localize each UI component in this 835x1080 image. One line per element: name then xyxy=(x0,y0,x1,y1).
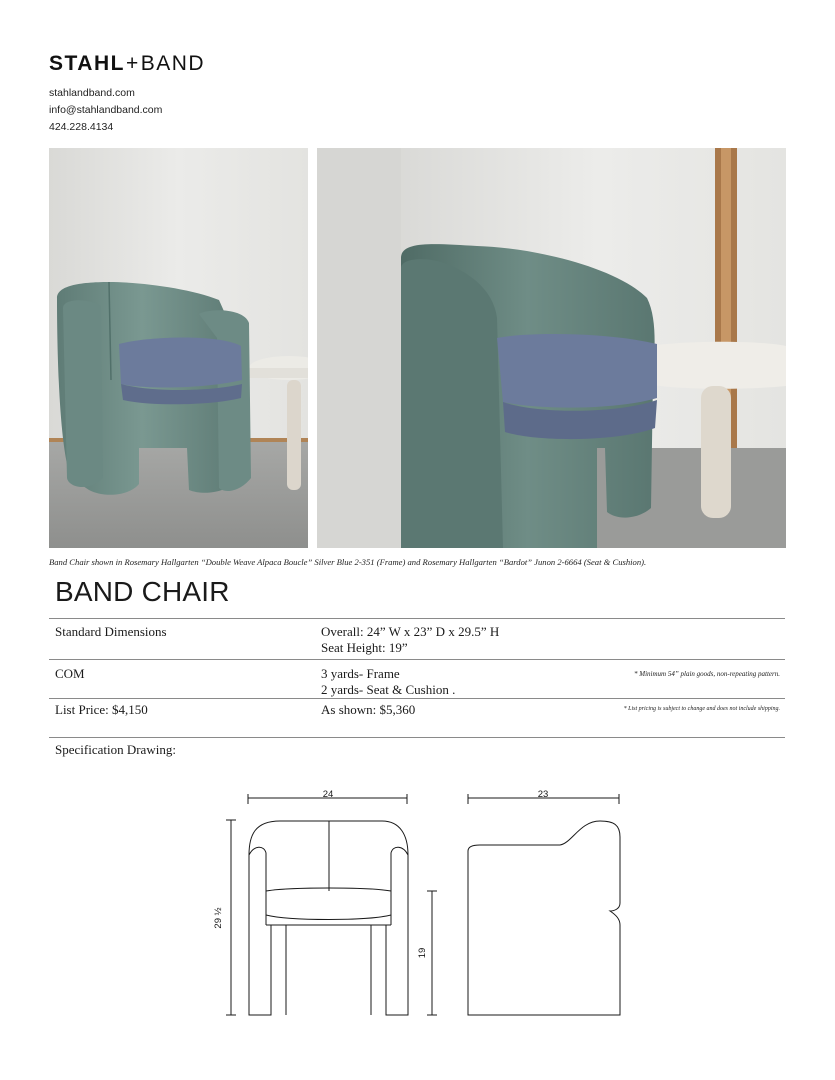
brand-logo xyxy=(49,52,205,76)
com-seat-yardage: 2 yards- Seat & Cushion . xyxy=(321,682,456,697)
brand-logo-part2: BAND xyxy=(140,52,206,75)
photo-caption: Band Chair shown in Rosemary Hallgarten “Double Weave Alpaca Boucle” Silver Blue 2-351 (Frame) and Rosemary Hallgarten “Bardot” Junon 2-6664 (Seat & Cushion). xyxy=(49,557,647,567)
brand-logo-plus: + xyxy=(125,52,140,75)
seat-height-dimension-value: 19 xyxy=(417,947,428,959)
price-note: * List pricing is subject to change and does not include shipping. xyxy=(623,706,780,712)
divider xyxy=(49,737,785,738)
standard-dimensions-label: Standard Dimensions xyxy=(55,624,167,639)
com-note: * Minimum 54” plain goods, non-repeating pattern. xyxy=(634,670,780,678)
chair-photo-closeup xyxy=(317,148,786,548)
specification-drawing xyxy=(200,785,640,1020)
brand-logo-part1: STAHL xyxy=(49,52,125,75)
product-title: BAND CHAIR xyxy=(55,576,230,607)
com-frame-yardage: 3 yards- Frame xyxy=(321,666,400,681)
list-price: List Price: $4,150 xyxy=(55,702,148,717)
phone-number: 424.228.4134 xyxy=(49,121,114,133)
seat-height-value: Seat Height: 19” xyxy=(321,640,408,655)
side-depth-value: 23 xyxy=(537,789,549,800)
chair-photo-front xyxy=(49,148,308,548)
front-width-value: 24 xyxy=(322,789,334,800)
front-view-chair xyxy=(249,821,408,1015)
divider xyxy=(49,618,785,619)
overall-height-value: 29 ½ xyxy=(213,907,224,929)
as-shown-price: As shown: $5,360 xyxy=(321,702,416,717)
side-view-chair xyxy=(468,821,620,1015)
email-link[interactable]: info@stahlandband.com xyxy=(49,104,163,116)
spec-drawing-label: Specification Drawing: xyxy=(55,742,176,757)
divider xyxy=(49,659,785,660)
overall-dimensions: Overall: 24” W x 23” D x 29.5” H xyxy=(321,624,500,639)
website-link[interactable]: stahlandband.com xyxy=(49,87,135,99)
divider xyxy=(49,698,785,699)
com-label: COM xyxy=(55,666,85,681)
